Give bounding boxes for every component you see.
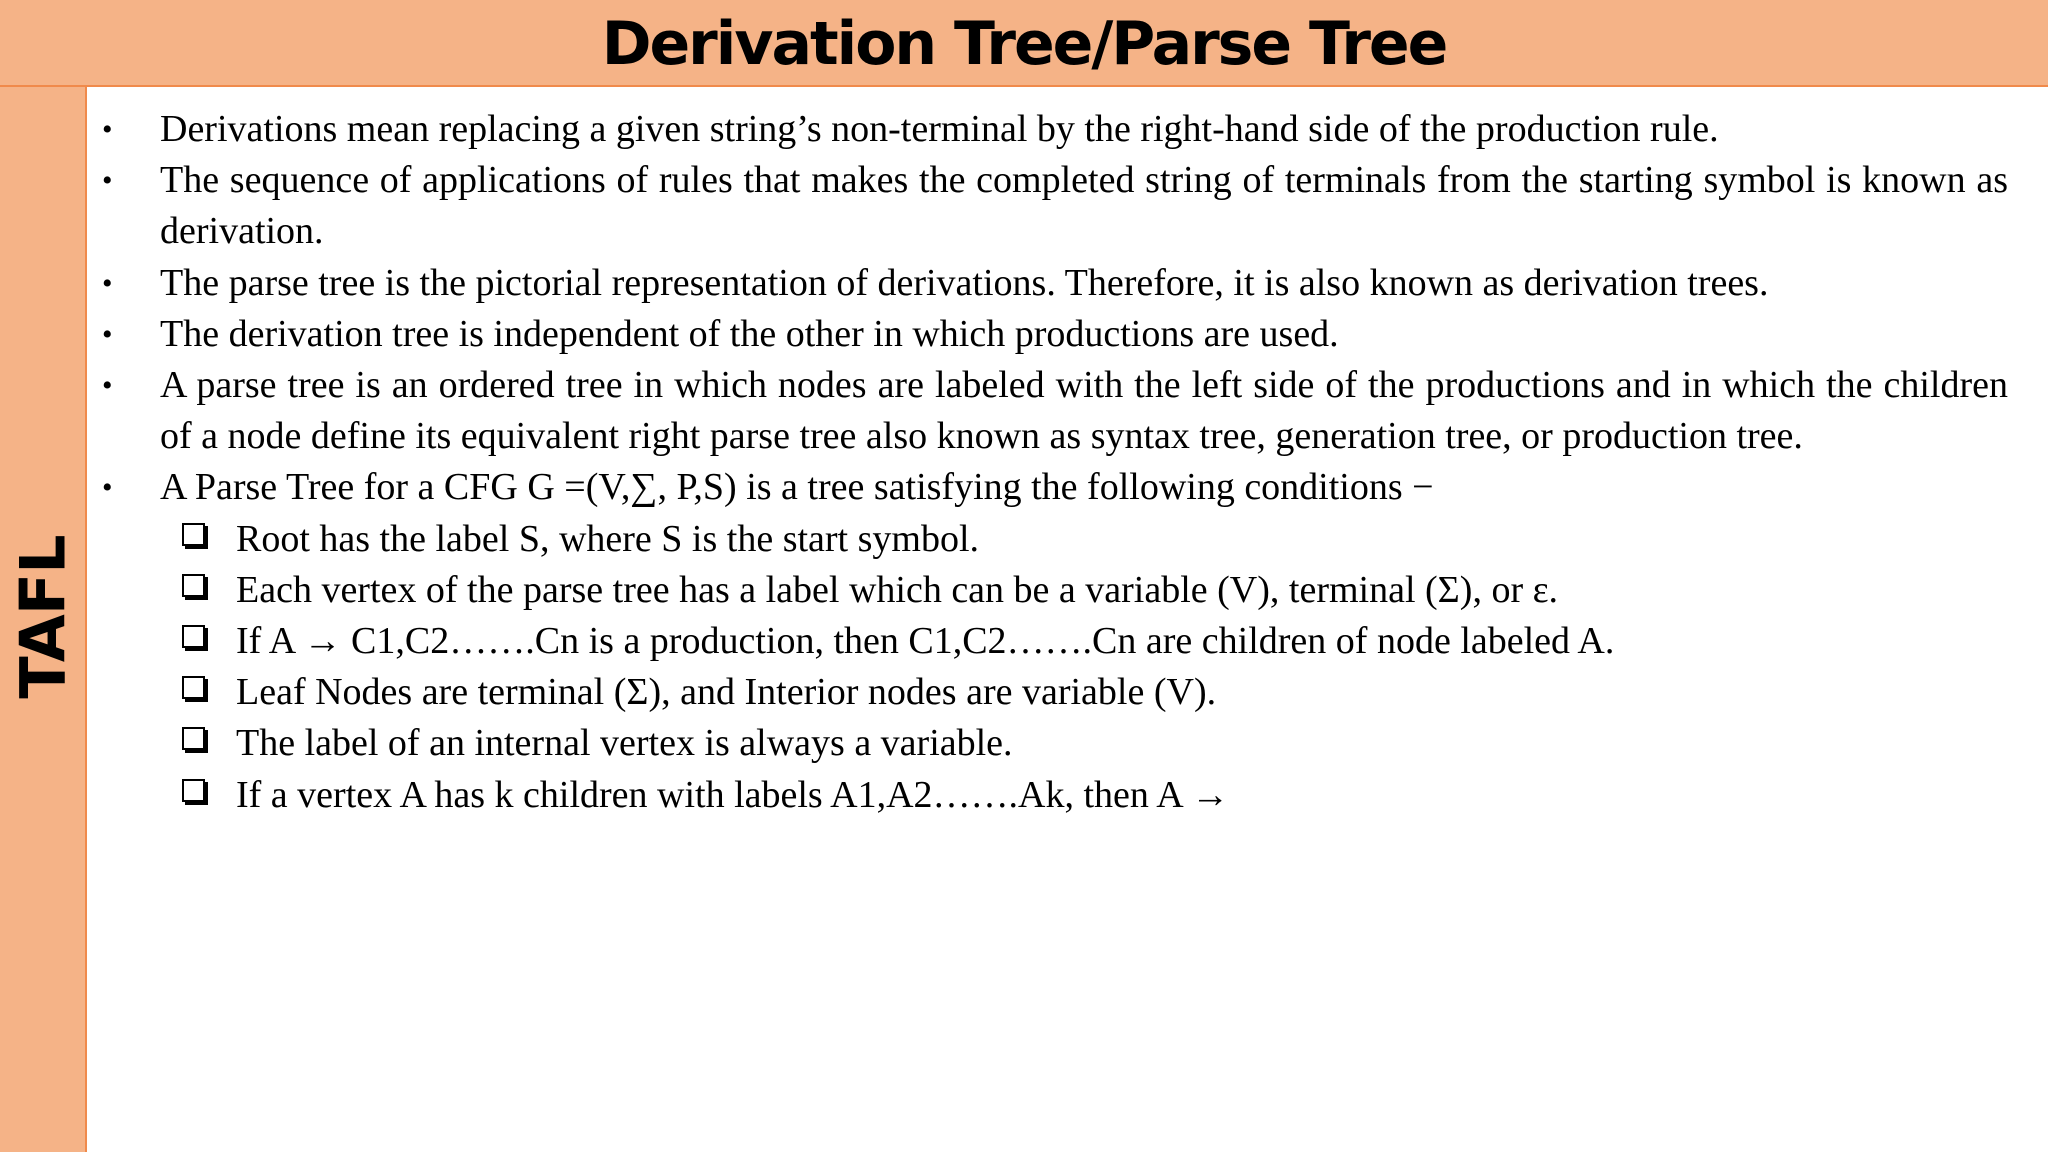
bullet-icon: • bbox=[102, 164, 113, 198]
bullet-text: A parse tree is an ordered tree in which nodes are labeled with the left side of the productions and in which the children of a node define its equivalent right parse tree also known as syntax tree, generation tree, or production tree. bbox=[160, 364, 2008, 458]
condition-item bbox=[98, 667, 2008, 718]
bullet-icon: • bbox=[102, 369, 113, 403]
side-bar bbox=[0, 87, 87, 1152]
checkbox-bullet-icon bbox=[182, 574, 205, 597]
bullet-item bbox=[98, 360, 2008, 462]
condition-text: If A → C1,C2…….Cn is a production, then C1,C2…….Cn are children of node labeled A. bbox=[236, 620, 1615, 663]
bullet-item bbox=[98, 258, 2008, 309]
condition-item bbox=[98, 565, 2008, 616]
bullet-text: The parse tree is the pictorial representation of derivations. Therefore, it is also known as derivation trees. bbox=[160, 261, 1769, 304]
condition-text: If a vertex A has k children with labels A1,A2…….Ak, then A → bbox=[236, 773, 1230, 816]
bullet-item bbox=[98, 462, 2008, 513]
side-label: TAFL bbox=[6, 535, 79, 699]
condition-text: The label of an internal vertex is always a variable. bbox=[236, 722, 1013, 765]
title-bar bbox=[0, 0, 2048, 87]
bullet-icon: • bbox=[102, 113, 113, 146]
checkbox-bullet-icon bbox=[182, 727, 205, 750]
checkbox-bullet-icon bbox=[182, 676, 205, 699]
bullet-text: The derivation tree is independent of the other in which productions are used. bbox=[160, 312, 1339, 355]
slide-title: Derivation Tree/Parse Tree bbox=[601, 8, 1447, 79]
bullet-icon: • bbox=[102, 266, 113, 300]
condition-item bbox=[98, 770, 2008, 821]
condition-item bbox=[98, 718, 2008, 769]
bullet-text: Derivations mean replacing a given string’s non-terminal by the right-hand side of the production rule. bbox=[160, 108, 1719, 150]
bullet-icon: • bbox=[102, 317, 113, 351]
slide-content bbox=[98, 104, 2008, 821]
condition-list bbox=[98, 514, 2008, 821]
bullet-text: The sequence of applications of rules that makes the completed string of terminals from the starting symbol is known as derivation. bbox=[160, 159, 2008, 253]
bullet-text: A Parse Tree for a CFG G =(V,∑, P,S) is a tree satisfying the following conditions − bbox=[160, 466, 1434, 509]
checkbox-bullet-icon bbox=[182, 625, 205, 648]
checkbox-bullet-icon bbox=[182, 523, 205, 546]
condition-item bbox=[98, 514, 2008, 565]
condition-text: Leaf Nodes are terminal (Σ), and Interior nodes are variable (V). bbox=[236, 671, 1217, 714]
bullet-item bbox=[98, 155, 2008, 257]
condition-text: Each vertex of the parse tree has a label which can be a variable (V), terminal (Σ), or ε. bbox=[236, 568, 1559, 611]
bullet-item bbox=[98, 309, 2008, 360]
bullet-item bbox=[98, 104, 2008, 155]
condition-text: Root has the label S, where S is the start symbol. bbox=[236, 517, 980, 560]
checkbox-bullet-icon bbox=[182, 779, 205, 802]
condition-item bbox=[98, 616, 2008, 667]
bullet-list bbox=[98, 104, 2008, 514]
bullet-icon: • bbox=[102, 471, 113, 505]
